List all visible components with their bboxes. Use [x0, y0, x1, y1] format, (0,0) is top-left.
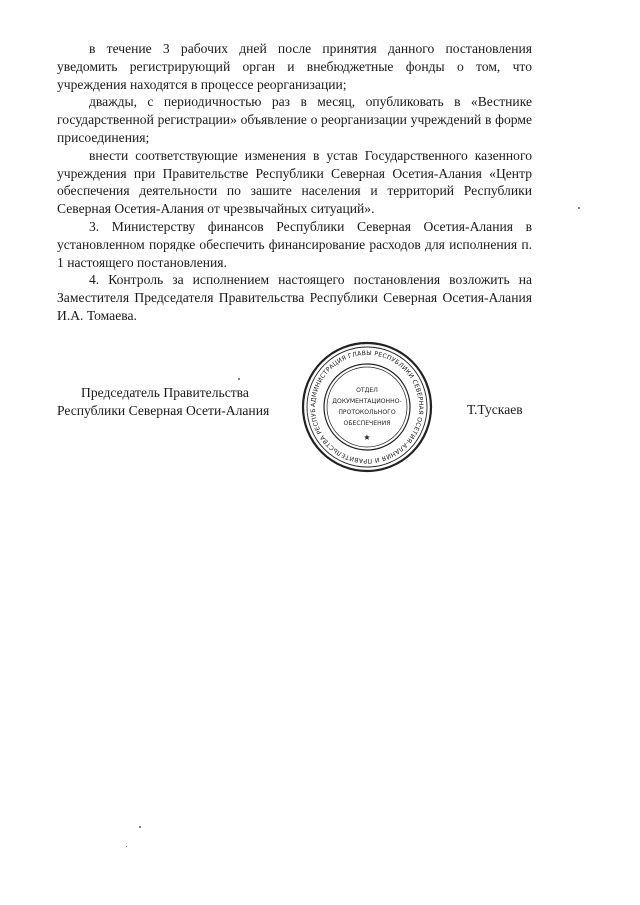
seal-stamp-icon — [300, 340, 434, 474]
paragraph-charter: внести соответствующие изменения в устав Государственного казенного учреждения при Правительстве Республики Северная Осетия-Алания «Центр обеспечения деятельности по зашите населения и территорий Республики Северная Осетия-Алания от чрезвычайных ситуаций». — [57, 147, 532, 217]
signatory-title — [57, 384, 269, 420]
document-body — [57, 40, 532, 325]
paragraph-finance: 3. Министерству финансов Республики Северная Осетия-Алания в установленном порядке обеспечить финансирование расходов для исполнения п. 1 настоящего постановления. — [57, 218, 532, 270]
signatory-name: Т.Тускаев — [467, 402, 523, 417]
signatory-title-line2: Республики Северная Осети-Алания — [57, 402, 270, 418]
scan-speck — [238, 378, 240, 380]
paragraph-notify: в течение 3 рабочих дней после принятия данного постановления уведомить регистрирующий орган и внебюджетные фонды о том, что учреждения находятся в процессе реорганизации; — [57, 41, 532, 92]
seal-center-line2: ДОКУМЕНТАЦИОННО- — [332, 398, 402, 405]
scan-speck — [126, 846, 127, 847]
seal-center-line3: ПРОТОКОЛЬНОГО — [338, 409, 396, 416]
seal-center-line4: ОБЕСПЕЧЕНИЯ — [343, 420, 391, 427]
signatory-title-line1: Председатель Правительства — [81, 385, 249, 400]
seal-star-icon: ★ — [363, 433, 371, 442]
seal-outer-text: АДМИНИСТРАЦИЯ ГЛАВЫ РЕСПУБЛИКИ СЕВЕРНАЯ ОСЕТИЯ-АЛАНИЯ И ПРАВИТЕЛЬСТВА РЕСПУБ — [309, 349, 425, 465]
scan-speck — [578, 207, 580, 209]
scan-speck — [139, 826, 141, 828]
seal-center-line1: ОТДЕЛ — [356, 387, 378, 394]
official-seal — [300, 340, 434, 474]
paragraph-control: 4. Контроль за исполнением настоящего постановления возложить на Заместителя Председателя Правительства Республики Северная Осетия-Алания И.А. Томаева. — [57, 272, 532, 323]
paragraph-publish: дважды, с периодичностью раз в месяц, опубликовать в «Вестнике государственной регистрации» объявление о реорганизации учреждений в форме присоединения; — [57, 94, 532, 145]
